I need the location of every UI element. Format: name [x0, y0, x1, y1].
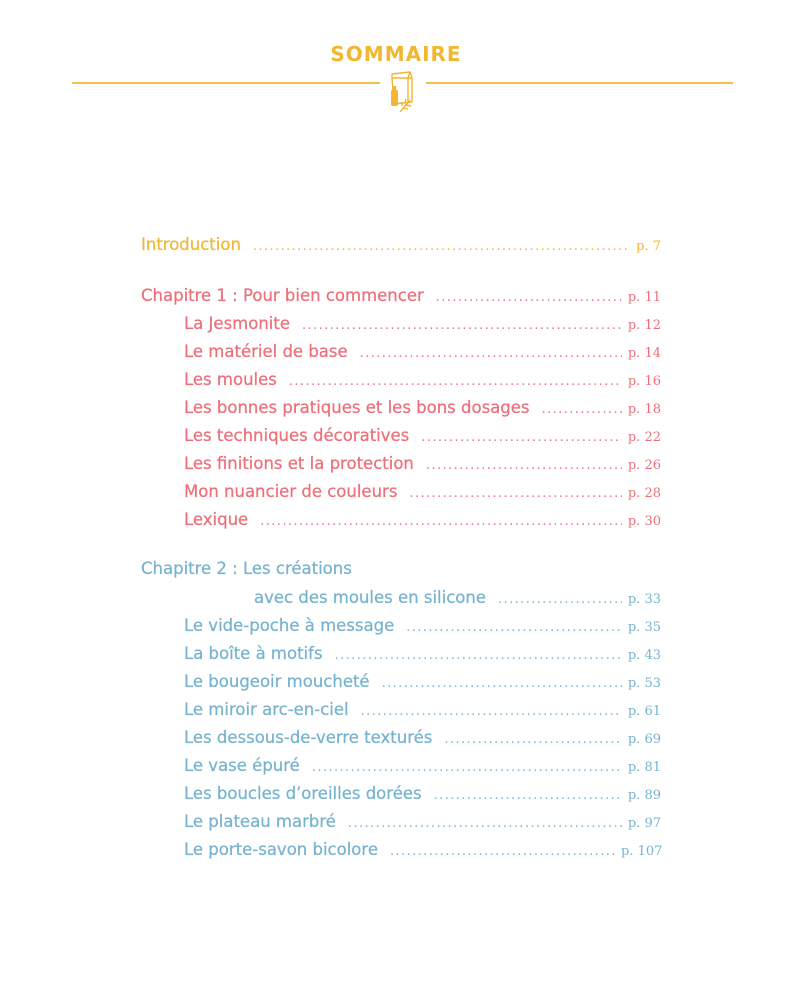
toc-page-number: p. 22: [627, 430, 661, 445]
toc-chapter-title: Chapitre 1 : Pour bien commencer: [141, 286, 424, 305]
toc-label: Le miroir arc-en-ciel: [184, 700, 349, 719]
bag-and-bottle-icon: [380, 68, 424, 114]
toc-page-number: p. 11: [627, 290, 661, 305]
toc-entry[interactable]: [184, 672, 661, 698]
toc-page-number: p. 18: [627, 402, 661, 417]
toc-label: Le bougeoir moucheté: [184, 672, 370, 691]
dot-leader: [444, 732, 621, 747]
toc-label: Les boucles d’oreilles dorées: [184, 784, 422, 803]
dot-leader: [360, 346, 622, 361]
toc-label: Lexique: [184, 510, 249, 529]
dot-leader: [406, 620, 622, 635]
dot-leader: [253, 239, 630, 254]
toc-entry-chapter-1[interactable]: [141, 286, 661, 312]
toc-label: Les bonnes pratiques et les bons dosages: [184, 398, 530, 417]
toc-page-number: p. 12: [627, 318, 661, 333]
toc-page-number: p. 28: [627, 486, 661, 501]
toc-entry[interactable]: [184, 314, 661, 340]
dot-leader: [260, 514, 622, 529]
toc-page-number: p. 30: [627, 514, 661, 529]
toc-label: Les finitions et la protection: [184, 454, 414, 473]
toc-entry[interactable]: [184, 370, 661, 396]
toc-entry-chapter-2[interactable]: [254, 588, 661, 614]
toc-entry[interactable]: [184, 756, 661, 782]
toc-label: Les moules: [184, 370, 277, 389]
toc-label: Le matériel de base: [184, 342, 348, 361]
toc-label: Le plateau marbré: [184, 812, 336, 831]
toc-entry[interactable]: [184, 426, 661, 452]
toc-page-number: p. 61: [627, 704, 661, 719]
toc-label: Les dessous-de-verre texturés: [184, 728, 433, 747]
toc-page-number: p. 33: [627, 592, 661, 607]
toc-label: La Jesmonite: [184, 314, 290, 333]
dot-leader: [390, 844, 615, 859]
toc-chapter-2-title-line1[interactable]: Chapitre 2 : Les créations: [141, 559, 352, 578]
dot-leader: [436, 290, 622, 305]
toc-page-number: p. 69: [627, 732, 661, 747]
toc-entry[interactable]: [184, 784, 661, 810]
toc-page-number: p. 53: [627, 676, 661, 691]
dot-leader: [361, 704, 622, 719]
toc-label: La boîte à motifs: [184, 644, 323, 663]
dot-leader: [426, 458, 622, 473]
dot-leader: [302, 318, 622, 333]
toc-entry[interactable]: [184, 644, 661, 670]
toc-page-number: p. 97: [627, 816, 661, 831]
toc-entry[interactable]: [184, 840, 661, 866]
toc-page-number: p. 107: [621, 844, 663, 859]
toc-page-number: p. 81: [627, 760, 661, 775]
toc-page-number: p. 43: [627, 648, 661, 663]
page-title: SOMMAIRE: [330, 42, 462, 66]
toc-label: Les techniques décoratives: [184, 426, 410, 445]
dot-leader: [421, 430, 622, 445]
toc-page-number: p. 7: [636, 239, 661, 254]
toc-entry[interactable]: [184, 510, 661, 536]
toc-entry-introduction[interactable]: [141, 235, 661, 261]
dot-leader: [382, 676, 622, 691]
toc-label: Le vide-poche à message: [184, 616, 395, 635]
dot-leader: [409, 486, 621, 501]
toc-label: Le porte-savon bicolore: [184, 840, 378, 859]
toc-page-number: p. 16: [627, 374, 661, 389]
toc-entry[interactable]: [184, 812, 661, 838]
toc-page-number: p. 35: [627, 620, 661, 635]
dot-leader: [434, 788, 622, 803]
toc-chapter-title: avec des moules en silicone: [254, 588, 486, 607]
toc-label: Introduction: [141, 235, 241, 254]
toc-entry[interactable]: [184, 398, 661, 424]
toc-entry[interactable]: [184, 728, 661, 754]
toc-entry[interactable]: [184, 700, 661, 726]
dot-leader: [335, 648, 622, 663]
toc-page-number: p. 89: [627, 788, 661, 803]
dot-leader: [289, 374, 622, 389]
dot-leader: [312, 760, 622, 775]
toc-entry[interactable]: [184, 616, 661, 642]
toc-entry[interactable]: [184, 482, 661, 508]
toc-page-number: p. 26: [627, 458, 661, 473]
toc-page-number: p. 14: [627, 346, 661, 361]
toc-label: Le vase épuré: [184, 756, 300, 775]
toc-entry[interactable]: [184, 454, 661, 480]
divider-right: [426, 82, 733, 84]
dot-leader: [348, 816, 622, 831]
dot-leader: [498, 592, 622, 607]
toc-label: Mon nuancier de couleurs: [184, 482, 398, 501]
divider-left: [72, 82, 380, 84]
toc-entry[interactable]: [184, 342, 661, 368]
dot-leader: [542, 402, 622, 417]
